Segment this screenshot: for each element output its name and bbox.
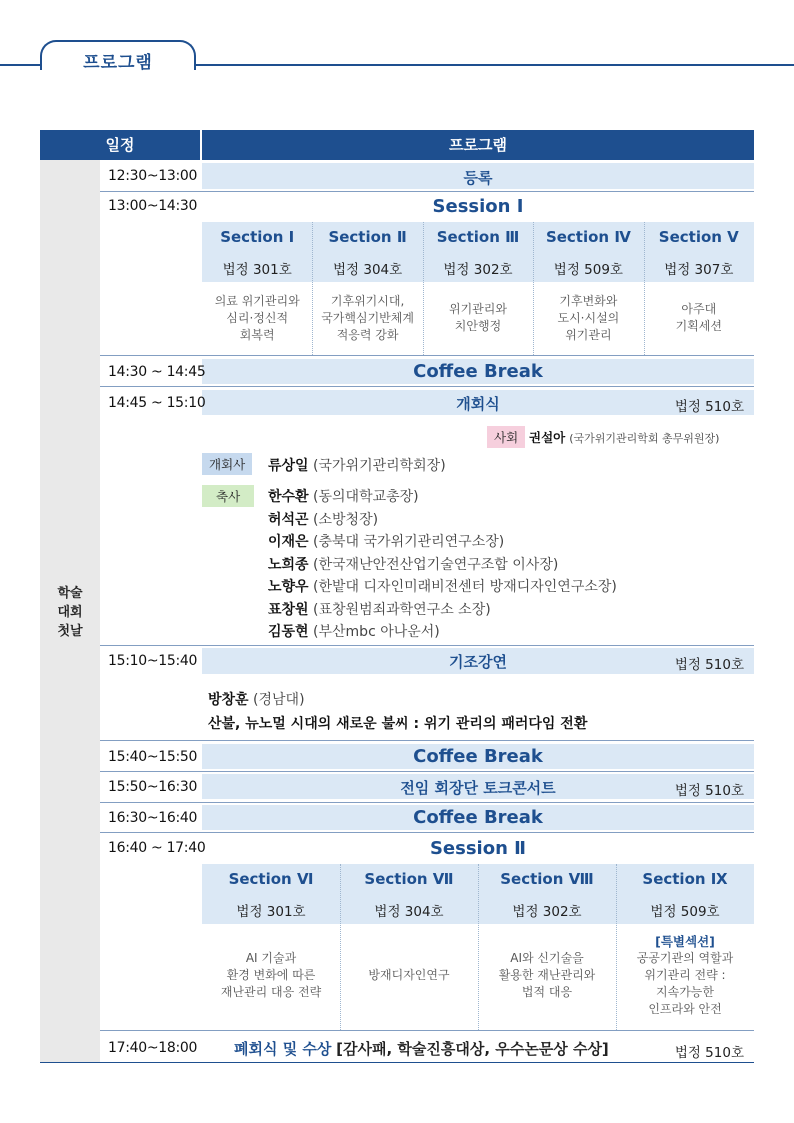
section-room: 법정 301호 (222, 262, 292, 278)
keynote-subject: 산불, 뉴노멀 시대의 새로운 불씨 : 위기 관리의 패러다임 전환 (208, 716, 588, 732)
section-room: 법정 509호 (553, 262, 623, 278)
section-topic-line: 위기관리 전략 : (644, 967, 726, 982)
opening-room: 법정 510호 (674, 399, 744, 415)
section-topic-line: 활용한 재난관리와 (498, 967, 596, 982)
section-topic-line: 지속가능한 (656, 984, 714, 999)
time-break1: 14:30 ~ 14:45 (108, 364, 206, 380)
section-topic (533, 293, 643, 344)
section-topic-line: AI 기술과 (245, 950, 297, 965)
session2-title: Session Ⅱ (429, 838, 527, 859)
day-label (40, 584, 100, 641)
section-topic-line: AI와 신기술을 (510, 950, 584, 965)
congrats-affiliation: (소방청장) (313, 511, 379, 528)
table-bottom-rule (40, 1062, 754, 1063)
section-divider (644, 222, 645, 355)
row-divider (100, 191, 754, 192)
section-name: Section Ⅴ (658, 228, 739, 246)
section-name: Section Ⅰ (220, 228, 295, 246)
mc-tag: 사회 (487, 426, 525, 448)
header-program: 프로그램 (202, 130, 754, 160)
day-label-line: 학술 (57, 586, 83, 601)
keynote-title: 기조강연 (449, 653, 507, 671)
section-room: 법정 304호 (374, 904, 444, 920)
congrats-affiliation: (동의대학교총장) (313, 489, 419, 505)
mc-name: 권설아 (529, 430, 566, 445)
time-session2: 16:40 ~ 17:40 (108, 840, 206, 856)
section-divider (616, 864, 617, 1030)
section-name: Section Ⅸ (642, 870, 728, 888)
congrats-name: 김동현 (268, 624, 309, 640)
section-divider (533, 222, 534, 355)
section-topic-line: 회복력 (239, 327, 275, 342)
section-room: 법정 302호 (512, 904, 582, 920)
section-topic-line: 국가핵심기반체계 (321, 310, 414, 325)
row-divider (100, 355, 754, 356)
opener-tag: 개회사 (202, 453, 252, 475)
section-topic-line: 도시·시설의 (557, 310, 620, 325)
closing-line (234, 1038, 609, 1059)
congrats-item (268, 509, 378, 529)
header-schedule: 일정 (40, 130, 200, 160)
congrats-item (268, 621, 440, 641)
break2-title: Coffee Break (413, 746, 543, 767)
session1-title: Session Ⅰ (432, 196, 524, 217)
break1-title: Coffee Break (413, 361, 543, 382)
time-registration: 12:30~13:00 (108, 168, 198, 184)
section-topic (202, 293, 312, 344)
section-name: Section Ⅷ (500, 870, 594, 888)
section-name: Section Ⅱ (328, 228, 407, 246)
section-topic-line: 방재디자인연구 (368, 967, 450, 982)
section-room: 법정 509호 (650, 904, 720, 920)
congrats-tag: 축사 (202, 485, 254, 507)
section-name: Section Ⅵ (228, 870, 314, 888)
congrats-affiliation: (한국재난안전산업기술연구조합 이사장) (313, 556, 559, 573)
section-topic-line: 기후변화와 (559, 293, 618, 308)
row-divider (100, 771, 754, 772)
congrats-item (268, 531, 504, 551)
page-tab-title: 프로그램 (83, 53, 153, 73)
section-divider (340, 864, 341, 1030)
congrats-item (268, 486, 419, 506)
page-tab (40, 40, 196, 73)
congrats-name: 노희종 (268, 556, 309, 573)
time-closing: 17:40~18:00 (108, 1040, 198, 1056)
time-talk: 15:50~16:30 (108, 779, 198, 795)
opener-line (268, 455, 446, 475)
opener-name: 류상일 (268, 458, 309, 474)
talk-title: 전임 회장단 토크콘서트 (400, 779, 556, 797)
day-label-line: 대회 (57, 605, 83, 620)
section-topic-line: 아주대 (681, 302, 717, 316)
section-name: Section Ⅲ (436, 228, 520, 246)
congrats-name: 노향우 (268, 579, 309, 595)
row-divider (100, 645, 754, 646)
break3-title: Coffee Break (413, 807, 543, 828)
section-room: 법정 304호 (332, 262, 403, 278)
section-topic-line: 공공기관의 역할과 (636, 950, 734, 965)
section-topic-line: 법적 대응 (521, 984, 573, 999)
section-topic-line: 환경 변화에 따른 (226, 967, 316, 982)
section-topic-line: 인프라와 안전 (648, 1001, 722, 1016)
row-divider (100, 832, 754, 833)
section-topic-line: 위기관리와 (449, 302, 507, 316)
section-topic (423, 301, 533, 335)
section-topic-line: 기획세션 (675, 319, 722, 333)
opener-affiliation: (국가위기관리학회장) (313, 458, 446, 474)
section-divider (423, 222, 424, 355)
row-divider (100, 802, 754, 803)
keynote-room: 법정 510호 (674, 657, 744, 673)
time-opening: 14:45 ~ 15:10 (108, 395, 206, 411)
closing-detail: [감사패, 학술진흥대상, 우수논문상 수상] (336, 1040, 609, 1058)
congrats-item (268, 554, 558, 574)
section-topic (340, 967, 478, 984)
section-special-label: [특별섹션] (655, 933, 715, 949)
congrats-name: 한수환 (268, 489, 309, 505)
congrats-name: 표창원 (268, 601, 309, 618)
row-divider (100, 740, 754, 741)
time-break3: 16:30~16:40 (108, 810, 198, 826)
congrats-affiliation: (표창원범죄과학연구소 소장) (313, 601, 491, 618)
section-room: 법정 307호 (664, 262, 734, 278)
congrats-item (268, 576, 617, 596)
section-topic (312, 293, 422, 344)
time-keynote: 15:10~15:40 (108, 653, 198, 669)
section-topic-line: 기후위기시대, (330, 293, 405, 308)
time-session1: 13:00~14:30 (108, 198, 198, 214)
registration-title: 등록 (463, 169, 493, 187)
congrats-name: 허석곤 (268, 511, 309, 528)
keynote-speaker (208, 689, 305, 709)
congrats-affiliation: (한밭대 디자인미래비전센터 방재디자인연구소장) (313, 579, 617, 595)
section-topic-line: 위기관리 (565, 327, 612, 342)
section-topic-line: 심리·정신적 (226, 310, 289, 325)
section-topic-line: 치안행정 (454, 319, 502, 333)
section-divider (312, 222, 313, 355)
congrats-affiliation: (부산mbc 아나운서) (313, 624, 440, 640)
section-topic-line: 적응력 강화 (336, 327, 399, 342)
section-room: 법정 301호 (236, 904, 306, 920)
section-topic (202, 950, 340, 1001)
talk-room: 법정 510호 (674, 783, 744, 799)
congrats-item (268, 599, 491, 619)
row-divider (100, 386, 754, 387)
congrats-affiliation: (충북대 국가위기관리연구소장) (313, 534, 505, 550)
closing-room: 법정 510호 (674, 1045, 744, 1061)
congrats-name: 이재은 (268, 534, 309, 550)
time-break2: 15:40~15:50 (108, 749, 198, 765)
row-divider (100, 1030, 754, 1031)
keynote-speaker-name: 방창훈 (208, 692, 249, 708)
opening-title: 개회식 (456, 395, 500, 413)
keynote-speaker-affiliation: (경남대) (253, 692, 305, 708)
section-topic-line: 재난관리 대응 전략 (220, 984, 322, 999)
section-room: 법정 302호 (443, 262, 513, 278)
section-topic (644, 301, 754, 335)
mc-line (529, 428, 719, 446)
section-divider (478, 864, 479, 1030)
closing-title: 폐회식 및 수상 (234, 1040, 332, 1058)
section-name: Section Ⅶ (364, 870, 454, 888)
section-topic (478, 950, 616, 1001)
section-name: Section Ⅳ (545, 228, 631, 246)
mc-affiliation: (국가위기관리학회 총무위원장) (569, 432, 720, 445)
section-topic-line: 의료 위기관리와 (214, 293, 300, 308)
section-topic (616, 933, 754, 1018)
day-label-line: 첫날 (57, 624, 83, 639)
